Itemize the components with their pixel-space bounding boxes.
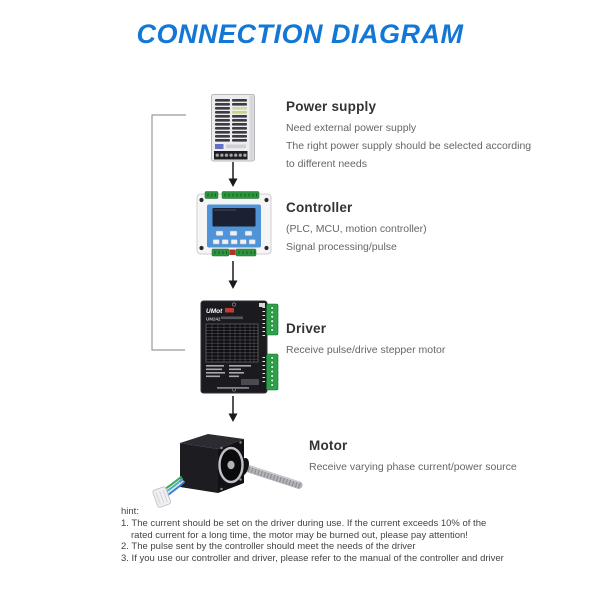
controller-desc-line: (PLC, MCU, motion controller) [286,223,427,235]
hint-item: 1. The current should be set on the driver during use. If the current exceeds 10% of the [121,517,487,529]
power-supply-desc-line: to different needs [286,158,367,170]
hint-item: 3. If you use our controller and driver, please refer to the manual of the controller and driver [121,553,504,565]
section-motor [309,438,517,476]
power-supply-image [211,94,255,164]
hint-block [121,506,541,565]
driver-desc-line: Receive pulse/drive stepper motor [286,344,446,356]
power-supply-desc-line: Need external power supply [286,122,417,134]
arrow-down-icon [226,396,240,422]
dip-switch-table [206,324,258,362]
yellow-label [232,107,247,110]
driver-heading: Driver [286,321,327,336]
green-terminals [267,304,279,390]
driver-model-label: UM242 [206,316,221,322]
controller-desc-line: Signal processing/pulse [286,241,397,253]
hint-item: 2. The pulse sent by the controller should meet the needs of the driver [121,541,416,553]
driver-brand-label: UMot [206,308,223,315]
power-to-driver-connector-line [151,114,187,352]
section-controller [286,200,427,256]
controller-image [196,191,272,257]
hint-item-continuation: rated current for a long time, the motor may be burned out, please pay attention! [131,529,468,541]
red-component [230,250,236,256]
arrow-down-icon [226,261,240,289]
lcd-screen [213,208,256,227]
motor-heading: Motor [309,438,348,453]
controller-heading: Controller [286,200,353,215]
motor-image [148,427,313,509]
page-title: CONNECTION DIAGRAM [136,19,464,49]
hint-label: hint: [121,506,139,517]
power-supply-heading: Power supply [286,99,377,114]
section-power-supply [286,99,531,173]
motor-body [180,434,244,493]
section-driver [286,321,445,359]
driver-image [199,299,279,395]
blue-label [215,144,224,149]
driver-brand-red-glyphs [225,308,234,313]
power-supply-desc-line: The right power supply should be selected according [286,140,532,152]
arrow-down-icon [226,162,240,187]
motor-desc-line: Receive varying phase current/power source [309,461,517,473]
